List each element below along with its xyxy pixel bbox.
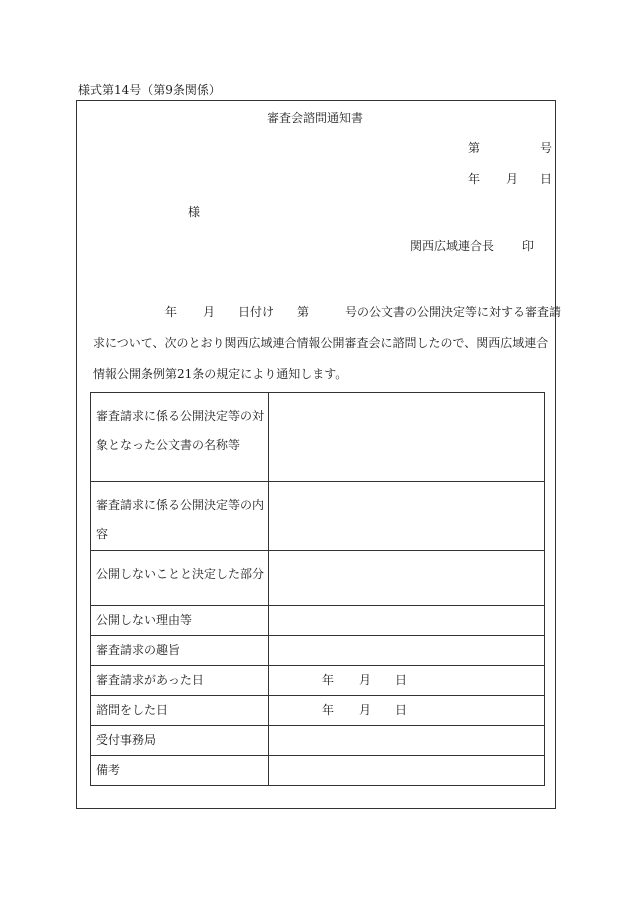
value-reception-office[interactable] bbox=[269, 726, 545, 756]
body-number-prefix: 第 bbox=[297, 305, 310, 319]
value-decision-content[interactable] bbox=[269, 482, 545, 551]
row-label-inquiry-date bbox=[91, 696, 269, 726]
notice-body bbox=[93, 297, 562, 390]
table-row bbox=[91, 666, 545, 696]
inquiry-date-year: 年 bbox=[322, 703, 335, 717]
date-day-label: 日 bbox=[540, 172, 553, 186]
row-label-nondisclosure-reason bbox=[91, 606, 269, 636]
inquiry-date-day: 日 bbox=[395, 703, 408, 717]
table-row bbox=[91, 606, 545, 636]
info-table bbox=[90, 392, 545, 786]
row-label-request-date bbox=[91, 666, 269, 696]
table-row bbox=[91, 636, 545, 666]
table-row bbox=[91, 756, 545, 786]
row-label-remarks bbox=[91, 756, 269, 786]
date-month-label: 月 bbox=[506, 172, 519, 186]
body-line-1 bbox=[93, 297, 562, 328]
value-document-name[interactable] bbox=[269, 393, 545, 482]
issuer-name: 関西広域連合長 bbox=[410, 239, 495, 253]
request-date-month: 月 bbox=[359, 673, 372, 687]
body-year: 年 bbox=[165, 305, 178, 319]
label-line: 公開しない理由等 bbox=[96, 613, 193, 627]
value-undisclosed-part[interactable] bbox=[269, 551, 545, 606]
table-row bbox=[91, 393, 545, 482]
value-request-date[interactable] bbox=[269, 666, 545, 696]
form-number-label: 様式第14号（第9条関係） bbox=[78, 83, 221, 97]
label-line: 審査請求の趣旨 bbox=[96, 643, 181, 657]
document-title: 審査会諮問通知書 bbox=[266, 111, 363, 125]
label-line: 審査請求に係る公開決定等の内 bbox=[96, 498, 265, 512]
value-remarks[interactable] bbox=[269, 756, 545, 786]
label-line: 公開しないことと決定した部分 bbox=[96, 567, 265, 581]
table-row bbox=[91, 482, 545, 551]
value-inquiry-date[interactable] bbox=[269, 696, 545, 726]
value-nondisclosure-reason[interactable] bbox=[269, 606, 545, 636]
row-label-decision-content bbox=[91, 482, 269, 551]
row-label-request-purpose bbox=[91, 636, 269, 666]
number-prefix: 第 bbox=[468, 141, 481, 155]
row-label-reception-office bbox=[91, 726, 269, 756]
date-year-label: 年 bbox=[468, 172, 481, 186]
seal-mark: 印 bbox=[521, 239, 534, 253]
label-line: 諮問をした日 bbox=[96, 703, 169, 717]
label-line: 受付事務局 bbox=[96, 733, 157, 747]
table-row bbox=[91, 551, 545, 606]
table-row bbox=[91, 726, 545, 756]
request-date-year: 年 bbox=[322, 673, 335, 687]
value-request-purpose[interactable] bbox=[269, 636, 545, 666]
inquiry-date-month: 月 bbox=[359, 703, 372, 717]
addressee-honorific: 様 bbox=[188, 205, 201, 219]
body-month: 月 bbox=[203, 305, 216, 319]
body-line-2: 求について、次のとおり関西広域連合情報公開審査会に諮問したので、関西広域連合 bbox=[93, 336, 549, 350]
issuer-line bbox=[410, 240, 534, 252]
row-label-undisclosed-part bbox=[91, 551, 269, 606]
label-line: 審査請求に係る公開決定等の対 bbox=[96, 409, 265, 423]
label-line: 容 bbox=[96, 527, 109, 541]
number-suffix: 号 bbox=[540, 141, 553, 155]
row-label-document-name bbox=[91, 393, 269, 482]
table-row bbox=[91, 696, 545, 726]
body-line-3: 情報公開条例第21条の規定により通知します。 bbox=[93, 367, 348, 381]
body-day-dated: 日付け bbox=[238, 305, 275, 319]
label-line: 象となった公文書の名称等 bbox=[96, 438, 241, 452]
request-date-day: 日 bbox=[395, 673, 408, 687]
label-line: 備考 bbox=[96, 763, 121, 777]
label-line: 審査請求があった日 bbox=[96, 673, 204, 687]
body-number-rest: 号の公文書の公開決定等に対する審査請 bbox=[345, 305, 562, 319]
